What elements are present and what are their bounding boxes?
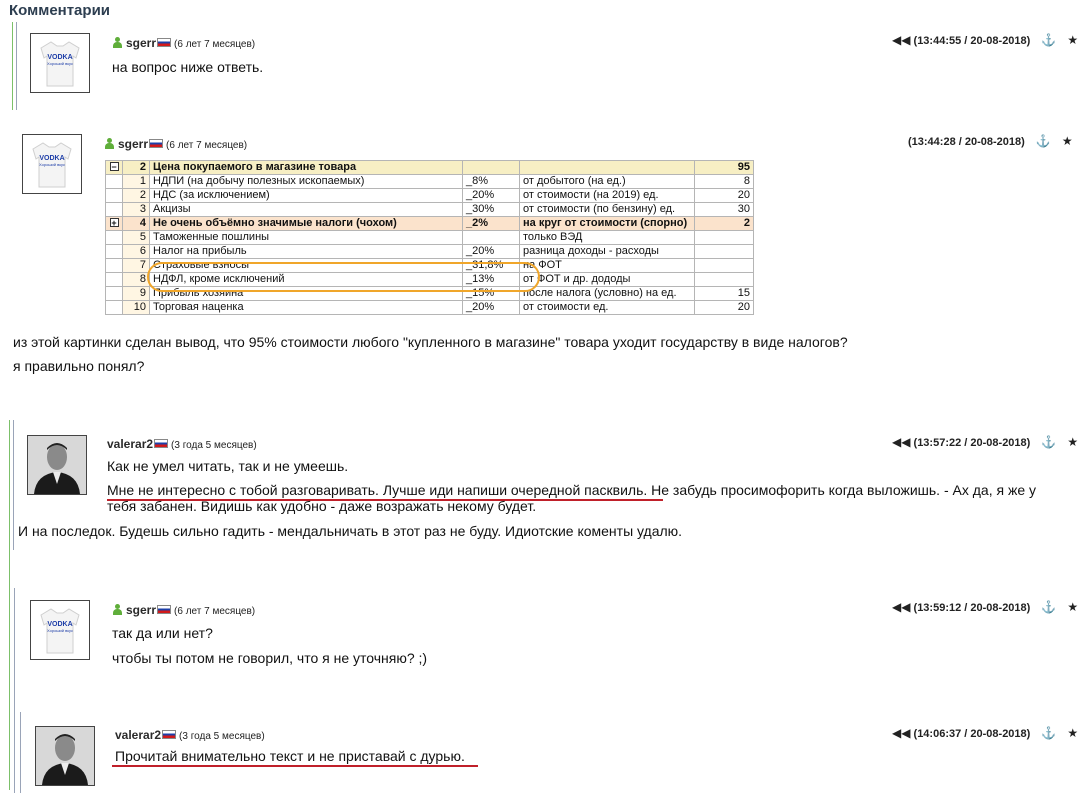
table-cell-control (106, 287, 123, 301)
table-row (106, 245, 754, 259)
avatar[interactable] (30, 600, 90, 660)
table-cell-rate: _2% (463, 217, 520, 231)
comment-text: я правильно понял? (13, 358, 145, 374)
avatar-sub: Хороший вкус (47, 628, 73, 633)
comment-timestamp[interactable]: (13:59:12 / 20-08-2018) (913, 602, 1031, 614)
user-online-icon (113, 37, 123, 48)
comment-text: чтобы ты потом не говорил, что я не уточняю? ;) (112, 650, 428, 666)
russia-flag-icon (162, 730, 176, 739)
avatar[interactable] (27, 435, 87, 495)
table-cell-value (695, 273, 754, 287)
comment-actions (884, 726, 1078, 740)
comment-header (113, 34, 255, 52)
table-cell-control (106, 231, 123, 245)
comment-timestamp[interactable]: (13:44:55 / 20-08-2018) (913, 35, 1031, 47)
table-cell-number: 8 (123, 273, 150, 287)
table-cell-number: 10 (123, 301, 150, 315)
collapse-icon: − (111, 162, 117, 172)
thread-line (12, 22, 13, 110)
table-cell-number: 9 (123, 287, 150, 301)
table-cell-control (106, 203, 123, 217)
avatar[interactable] (35, 726, 95, 786)
table-cell-value: 20 (695, 189, 754, 203)
account-age: (6 лет 7 месяцев) (174, 39, 256, 50)
table-cell-basis: от стоимости (на 2019) ед. (520, 189, 695, 203)
table-cell-basis: только ВЭД (520, 231, 695, 245)
table-row (106, 189, 754, 203)
table-row (106, 175, 754, 189)
table-cell-rate (463, 161, 520, 175)
table-cell-basis: разница доходы - расходы (520, 245, 695, 259)
portrait-avatar (36, 727, 94, 785)
avatar-sub: Хороший вкус (39, 162, 65, 167)
table-cell-name: Таможенные пошлины (150, 231, 463, 245)
table-cell-value: 95 (695, 161, 754, 175)
page-title: Комментарии (9, 2, 111, 19)
table-cell-control (106, 245, 123, 259)
table-cell-control (106, 161, 123, 175)
table-row (106, 161, 754, 175)
table-cell-number: 3 (123, 203, 150, 217)
table-cell-rate: _20% (463, 245, 520, 259)
table-cell-name: Страховые взносы (150, 259, 463, 273)
table-cell-rate (463, 231, 520, 245)
table-row (106, 217, 754, 231)
account-age: (6 лет 7 месяцев) (166, 140, 248, 151)
table-cell-name: НДС (за исключением) (150, 189, 463, 203)
anchor-icon[interactable]: ⚓ (1041, 435, 1057, 449)
avatar[interactable] (22, 134, 82, 194)
comment-text: из этой картинки сделан вывод, что 95% стоимости любого "купленного в магазине" товара уходит государству в виде налогов? (13, 334, 848, 350)
table-row (106, 203, 754, 217)
anchor-icon[interactable]: ⚓ (1041, 726, 1057, 740)
table-cell-control (106, 175, 123, 189)
account-age: (3 года 5 месяцев) (171, 440, 257, 451)
avatar[interactable] (30, 33, 90, 93)
comment-actions (884, 435, 1078, 449)
user-online-icon (105, 138, 115, 149)
comment-text: тебя забанен. Видишь как удобно - даже возражать некому будет. (107, 498, 537, 514)
russia-flag-icon (157, 605, 171, 614)
table-cell-rate: _15% (463, 287, 520, 301)
table-cell-name: Акцизы (150, 203, 463, 217)
red-underline (112, 765, 478, 767)
table-cell-name: Цена покупаемого в магазине товара (150, 161, 463, 175)
account-age: (3 года 5 месяцев) (179, 731, 265, 742)
russia-flag-icon (149, 139, 163, 148)
avatar-brand: VODKA (39, 155, 65, 162)
thread-line (16, 22, 17, 110)
table-cell-control (106, 217, 123, 231)
back-arrows-icon[interactable]: ◀◀ (892, 600, 911, 614)
table-cell-basis: от стоимости (по бензину) ед. (520, 203, 695, 217)
table-cell-name: НДФЛ, кроме исключений (150, 273, 463, 287)
table-cell-value: 20 (695, 301, 754, 315)
comment-header (105, 135, 247, 153)
back-arrows-icon[interactable]: ◀◀ (892, 435, 911, 449)
comment-text: Мне не интересно с тобой разговаривать. Лучше иди напиши очередной пасквиль. Не забудь просимофорить когда выложишь. - Ах да, я же у (107, 482, 1036, 498)
avatar-brand: VODKA (47, 621, 73, 628)
star-icon[interactable]: ★ (1061, 134, 1073, 148)
comment-text: И на последок. Будешь сильно гадить - мендальничать в этот раз не буду. Идиотские коменты удалю. (18, 523, 683, 539)
username-link[interactable]: valerar2 (115, 728, 162, 742)
avatar-brand: VODKA (47, 54, 73, 61)
table-cell-name: Налог на прибыль (150, 245, 463, 259)
table-cell-rate: _20% (463, 301, 520, 315)
table-cell-rate: _31,8% (463, 259, 520, 273)
vodka-shirt-avatar (31, 34, 89, 92)
table-cell-value (695, 245, 754, 259)
comment-header (107, 435, 257, 453)
comment-actions (884, 33, 1078, 47)
anchor-icon[interactable]: ⚓ (1041, 33, 1057, 47)
table-cell-value: 15 (695, 287, 754, 301)
account-age: (6 лет 7 месяцев) (174, 606, 256, 617)
comment-header (115, 726, 265, 744)
thread-line (20, 712, 21, 793)
table-cell-number: 6 (123, 245, 150, 259)
back-arrows-icon[interactable]: ◀◀ (892, 33, 911, 47)
comment-actions (908, 134, 1073, 148)
table-cell-control (106, 301, 123, 315)
table-cell-basis: от стоимости ед. (520, 301, 695, 315)
table-cell-basis: на круг от стоимости (спорно) (520, 217, 695, 231)
table-cell-control (106, 189, 123, 203)
comment-actions (884, 600, 1078, 614)
comment-timestamp[interactable]: (13:44:28 / 20-08-2018) (908, 136, 1025, 148)
anchor-icon[interactable]: ⚓ (1041, 600, 1057, 614)
table-cell-number: 2 (123, 189, 150, 203)
table-cell-value: 2 (695, 217, 754, 231)
username-link[interactable]: valerar2 (107, 437, 154, 451)
comment-text: Как не умел читать, так и не умеешь. (107, 458, 349, 474)
table-cell-number: 7 (123, 259, 150, 273)
table-cell-value (695, 259, 754, 273)
table-cell-rate: _8% (463, 175, 520, 189)
table-cell-basis: от ФОТ и др. дододы (520, 273, 695, 287)
table-row (106, 301, 754, 315)
table-cell-basis: после налога (условно) на ед. (520, 287, 695, 301)
thread-line (13, 420, 14, 550)
table-cell-rate: _20% (463, 189, 520, 203)
comment-text: так да или нет? (112, 625, 213, 641)
table-cell-basis: на ФОТ (520, 259, 695, 273)
avatar-sub: Хороший вкус (47, 61, 73, 66)
username-link[interactable]: sgerr (118, 137, 149, 151)
comment-text: на вопрос ниже ответь. (112, 59, 264, 75)
table-row (106, 231, 754, 245)
table-cell-value: 8 (695, 175, 754, 189)
table-cell-number: 4 (123, 217, 150, 231)
table-cell-value (695, 231, 754, 245)
russia-flag-icon (157, 38, 171, 47)
table-cell-control (106, 259, 123, 273)
comment-header (113, 601, 255, 619)
star-icon[interactable]: ★ (1067, 600, 1079, 614)
table-cell-control (106, 273, 123, 287)
table-cell-rate: _30% (463, 203, 520, 217)
username-link[interactable]: sgerr (126, 603, 157, 617)
comment-timestamp[interactable]: (14:06:37 / 20-08-2018) (913, 728, 1031, 740)
star-icon[interactable]: ★ (1067, 435, 1079, 449)
thread-line (9, 420, 10, 790)
star-icon[interactable]: ★ (1067, 33, 1079, 47)
table-cell-name: Торговая наценка (150, 301, 463, 315)
table-cell-value: 30 (695, 203, 754, 217)
comment-text: Прочитай внимательно текст и не приставай с дурью. (115, 748, 465, 764)
table-cell-rate: _13% (463, 273, 520, 287)
username-link[interactable]: sgerr (126, 36, 157, 50)
highlight-oval (147, 262, 540, 292)
table-cell-name: Прибыль хозяина (150, 287, 463, 301)
table-cell-number: 2 (123, 161, 150, 175)
vodka-shirt-avatar (31, 601, 89, 659)
table-cell-number: 5 (123, 231, 150, 245)
comment-timestamp[interactable]: (13:57:22 / 20-08-2018) (913, 437, 1031, 449)
expand-icon: + (111, 218, 117, 228)
anchor-icon[interactable]: ⚓ (1035, 134, 1051, 148)
back-arrows-icon[interactable]: ◀◀ (892, 726, 911, 740)
table-cell-name: Не очень объёмно значимые налоги (чохом) (150, 217, 463, 231)
table-cell-basis: от добытого (на ед.) (520, 175, 695, 189)
table-cell-basis (520, 161, 695, 175)
user-online-icon (113, 604, 123, 615)
russia-flag-icon (154, 439, 168, 448)
vodka-shirt-avatar (23, 135, 81, 193)
table-cell-number: 1 (123, 175, 150, 189)
table-cell-name: НДПИ (на добычу полезных ископаемых) (150, 175, 463, 189)
portrait-avatar (28, 436, 86, 494)
thread-line (14, 588, 15, 793)
star-icon[interactable]: ★ (1067, 726, 1079, 740)
